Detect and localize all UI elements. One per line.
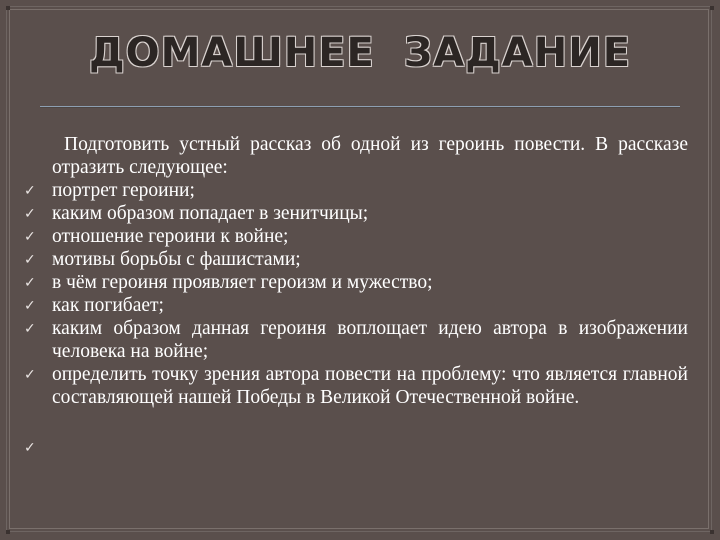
check-mark-icon: ✓: [24, 275, 36, 291]
list-item: [52, 225, 688, 248]
list-item-text: отношение героини к войне;: [52, 226, 289, 247]
check-mark-icon: ✓: [24, 298, 36, 314]
list-item-text: каким образом попадает в зенитчицы;: [52, 203, 369, 224]
list-item-text: каким образом данная героиня воплощает идею автора в изображении человека на войне;: [52, 318, 688, 362]
list-item: [52, 271, 688, 294]
list-item-text: как погибает;: [52, 295, 164, 316]
check-mark-icon: ✓: [24, 252, 36, 268]
frame-corner: [6, 6, 10, 10]
check-mark-icon: ✓: [24, 367, 36, 383]
slide-title: ДОМАШНЕЕ ЗАДАНИЕ: [88, 30, 632, 76]
check-mark-icon: ✓: [24, 321, 36, 337]
list-item: [52, 363, 688, 409]
frame-corner: [710, 530, 714, 534]
check-mark-icon: ✓: [24, 206, 36, 222]
intro-paragraph: Подготовить устный рассказ об одной из героинь повести. В рассказе отразить следующее:: [52, 134, 688, 178]
frame-corner: [710, 6, 714, 10]
check-mark-icon: ✓: [24, 229, 36, 245]
check-mark-icon: ✓: [24, 440, 36, 456]
list-item: [52, 202, 688, 225]
list-item-text: портрет героини;: [52, 180, 195, 201]
frame-corner: [6, 530, 10, 534]
list-item: [52, 179, 688, 202]
title-divider: [40, 106, 680, 107]
check-mark-icon: ✓: [24, 183, 36, 199]
list-item: [52, 294, 688, 317]
list-item-text: мотивы борьбы с фашистами;: [52, 249, 301, 270]
list-item-text: в чём героиня проявляет героизм и мужество;: [52, 272, 433, 293]
list-item: [52, 248, 688, 271]
list-item-text: определить точку зрения автора повести на проблему: что является главной составляющей нашей Победы в Великой Отечественной войне.: [52, 364, 688, 408]
list-item: [52, 317, 688, 363]
